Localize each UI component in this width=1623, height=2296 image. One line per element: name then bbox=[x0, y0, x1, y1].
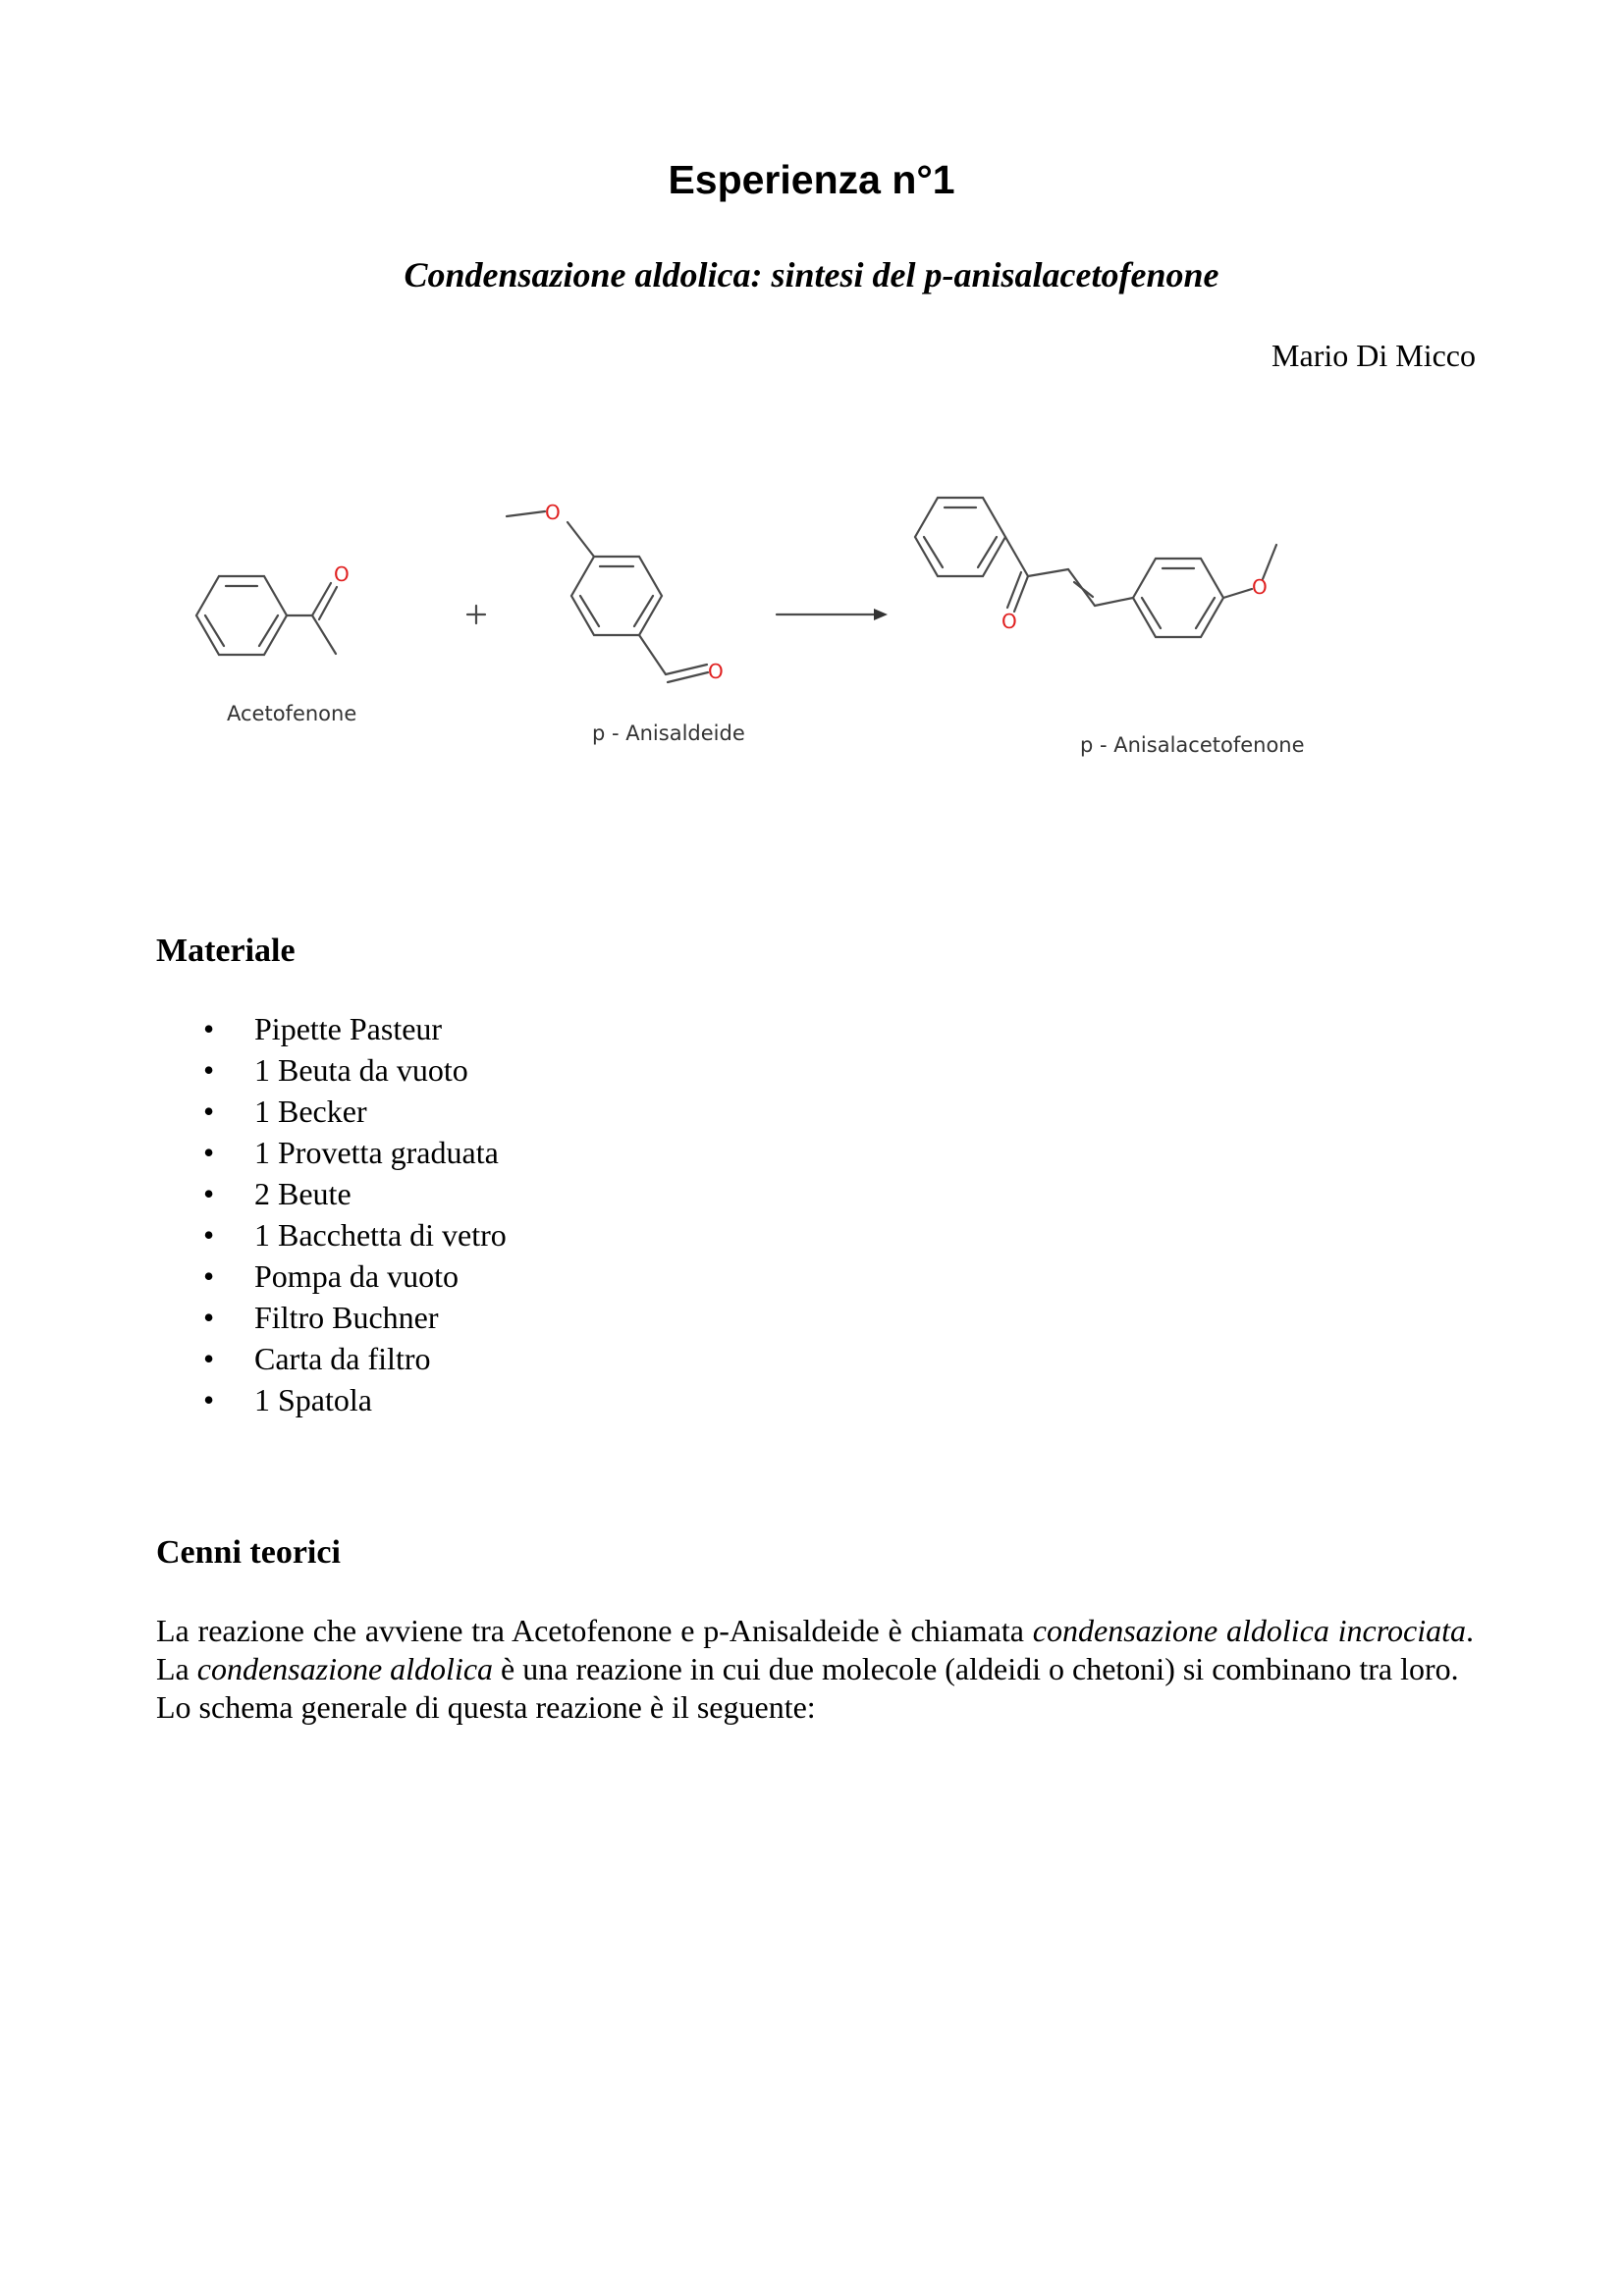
oxygen-label: O bbox=[1252, 575, 1268, 599]
list-item bbox=[156, 1297, 507, 1338]
page-title: Esperienza n°1 bbox=[668, 157, 955, 202]
list-item-text: Pipette Pasteur bbox=[254, 1011, 443, 1046]
oxygen-label: O bbox=[334, 562, 350, 586]
list-item bbox=[156, 1214, 507, 1255]
arrow-head bbox=[874, 609, 888, 620]
list-item bbox=[156, 1049, 507, 1091]
list-item bbox=[156, 1132, 507, 1173]
materiale-heading: Materiale bbox=[156, 933, 296, 969]
list-item-text: 1 Beuta da vuoto bbox=[254, 1052, 468, 1088]
reactant1-label: Acetofenone bbox=[227, 702, 357, 725]
oxygen-label: O bbox=[545, 501, 561, 524]
bullet: • bbox=[203, 1258, 215, 1294]
text-run: . La bbox=[156, 1613, 1475, 1686]
bullet: • bbox=[203, 1135, 215, 1170]
bullet: • bbox=[203, 1341, 215, 1376]
product-label: p - Anisalacetofenone bbox=[1080, 733, 1305, 757]
theory-paragraph bbox=[156, 1612, 1474, 1688]
list-item-text: 1 Becker bbox=[254, 1094, 367, 1129]
author-name: Mario Di Micco bbox=[1271, 338, 1476, 373]
acetophenone-structure bbox=[196, 576, 337, 655]
list-item-text: 1 Bacchetta di vetro bbox=[254, 1217, 507, 1253]
list-item-text: Filtro Buchner bbox=[254, 1300, 439, 1335]
list-item-text: Pompa da vuoto bbox=[254, 1258, 459, 1294]
p-anisaldehyde-structure bbox=[507, 511, 708, 682]
list-item bbox=[156, 1338, 507, 1379]
list-item bbox=[156, 1173, 507, 1214]
italic-term: condensazione aldolica incrociata bbox=[1032, 1613, 1467, 1648]
bullet: • bbox=[203, 1052, 215, 1088]
list-item bbox=[156, 1379, 507, 1420]
reaction-scheme bbox=[177, 481, 1492, 775]
bullet: • bbox=[203, 1382, 215, 1417]
list-item-text: 1 Spatola bbox=[254, 1382, 372, 1417]
list-item-text: 2 Beute bbox=[254, 1176, 352, 1211]
theory-text bbox=[156, 1612, 1474, 1727]
italic-term: condensazione aldolica bbox=[196, 1651, 494, 1686]
list-item-text: 1 Provetta graduata bbox=[254, 1135, 499, 1170]
text-run: è una reazione in cui due molecole (aldeidi o chetoni) si combinano tra loro. bbox=[493, 1651, 1459, 1686]
list-item-text: Carta da filtro bbox=[254, 1341, 431, 1376]
bullet: • bbox=[203, 1176, 215, 1211]
document-subtitle: Condensazione aldolica: sintesi del p-anisalacetofenone bbox=[404, 255, 1219, 294]
oxygen-label: O bbox=[1001, 610, 1017, 633]
text-run: La reazione che avviene tra Acetofenone e p-Anisaldeide è chiamata bbox=[156, 1613, 1033, 1648]
materials-list bbox=[156, 1008, 507, 1420]
bullet: • bbox=[203, 1300, 215, 1335]
oxygen-label: O bbox=[708, 660, 724, 683]
list-item bbox=[156, 1008, 507, 1049]
reactant2-label: p - Anisaldeide bbox=[592, 721, 745, 745]
p-anisalacetophenone-structure bbox=[915, 498, 1276, 637]
bullet: • bbox=[203, 1217, 215, 1253]
cenni-teorici-heading: Cenni teorici bbox=[156, 1534, 341, 1571]
theory-paragraph: Lo schema generale di questa reazione è il seguente: bbox=[156, 1689, 816, 1725]
bullet: • bbox=[203, 1094, 215, 1129]
list-item bbox=[156, 1255, 507, 1297]
list-item bbox=[156, 1091, 507, 1132]
bullet: • bbox=[203, 1011, 215, 1046]
